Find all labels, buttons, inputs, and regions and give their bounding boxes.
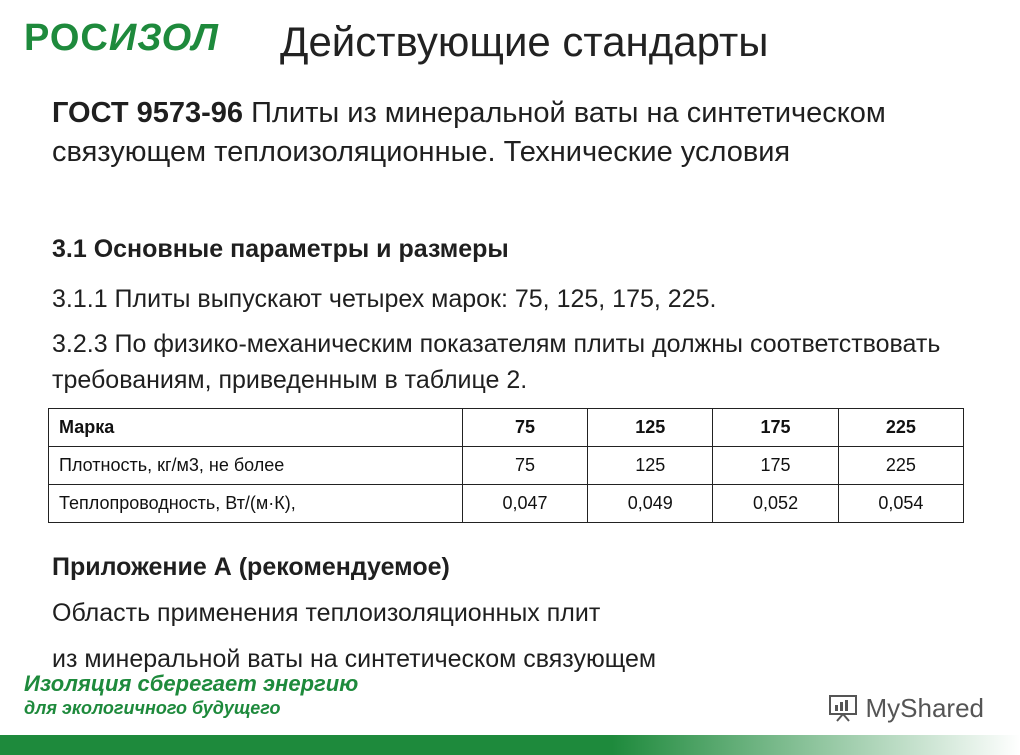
table-header-cell: Марка <box>49 409 463 447</box>
item-3-2-3: 3.2.3 По физико-механическим показателям плиты должны соответствовать требованиям, приведенным в таблице 2. <box>52 330 941 394</box>
gost-code: ГОСТ 9573-96 <box>52 97 244 129</box>
table-row <box>49 447 964 485</box>
table-header-row <box>49 409 964 447</box>
table-cell: 175 <box>713 447 838 485</box>
section-3-1-heading: 3.1 Основные параметры и размеры <box>52 235 509 263</box>
slogan-line-2: для экологичного будущего <box>24 698 281 718</box>
table-row <box>49 485 964 523</box>
presentation-icon <box>828 693 858 723</box>
slide-title: Действующие стандарты <box>280 18 769 65</box>
myshared-watermark <box>828 688 985 728</box>
slogan <box>24 672 358 720</box>
table-header-cell: 175 <box>713 409 838 447</box>
table-header-cell: 225 <box>838 409 963 447</box>
table-cell: 225 <box>838 447 963 485</box>
table-cell: 0,047 <box>462 485 587 523</box>
table-header-cell: 125 <box>588 409 713 447</box>
table-cell: 0,054 <box>838 485 963 523</box>
table-cell: 75 <box>462 447 587 485</box>
table-cell: Теплопроводность, Вт/(м·К), <box>49 485 463 523</box>
gost-title <box>52 94 992 172</box>
appendix-a-heading: Приложение А (рекомендуемое) <box>52 553 450 581</box>
table-cell: 0,052 <box>713 485 838 523</box>
application-area-line-2: из минеральной ваты на синтетическом связующем <box>52 645 657 673</box>
parameters-table <box>48 408 964 523</box>
slogan-line-1: Изоляция сберегает энергию <box>24 671 359 696</box>
item-3-1-1: 3.1.1 Плиты выпускают четырех марок: 75, 125, 175, 225. <box>52 285 717 313</box>
watermark-text: MyShared <box>865 692 984 723</box>
table-cell: 125 <box>588 447 713 485</box>
table-cell: Плотность, кг/м3, не более <box>49 447 463 485</box>
rosizol-logo: РОСИЗОЛ <box>24 17 219 59</box>
application-area-line-1: Область применения теплоизоляционных плит <box>52 599 601 627</box>
table-header-cell: 75 <box>462 409 587 447</box>
bottom-accent-bar <box>0 735 1020 755</box>
table-cell: 0,049 <box>588 485 713 523</box>
gost-description: Плиты из минеральной ваты на синтетическом связующем теплоизоляционные. Технические условия <box>52 97 886 168</box>
